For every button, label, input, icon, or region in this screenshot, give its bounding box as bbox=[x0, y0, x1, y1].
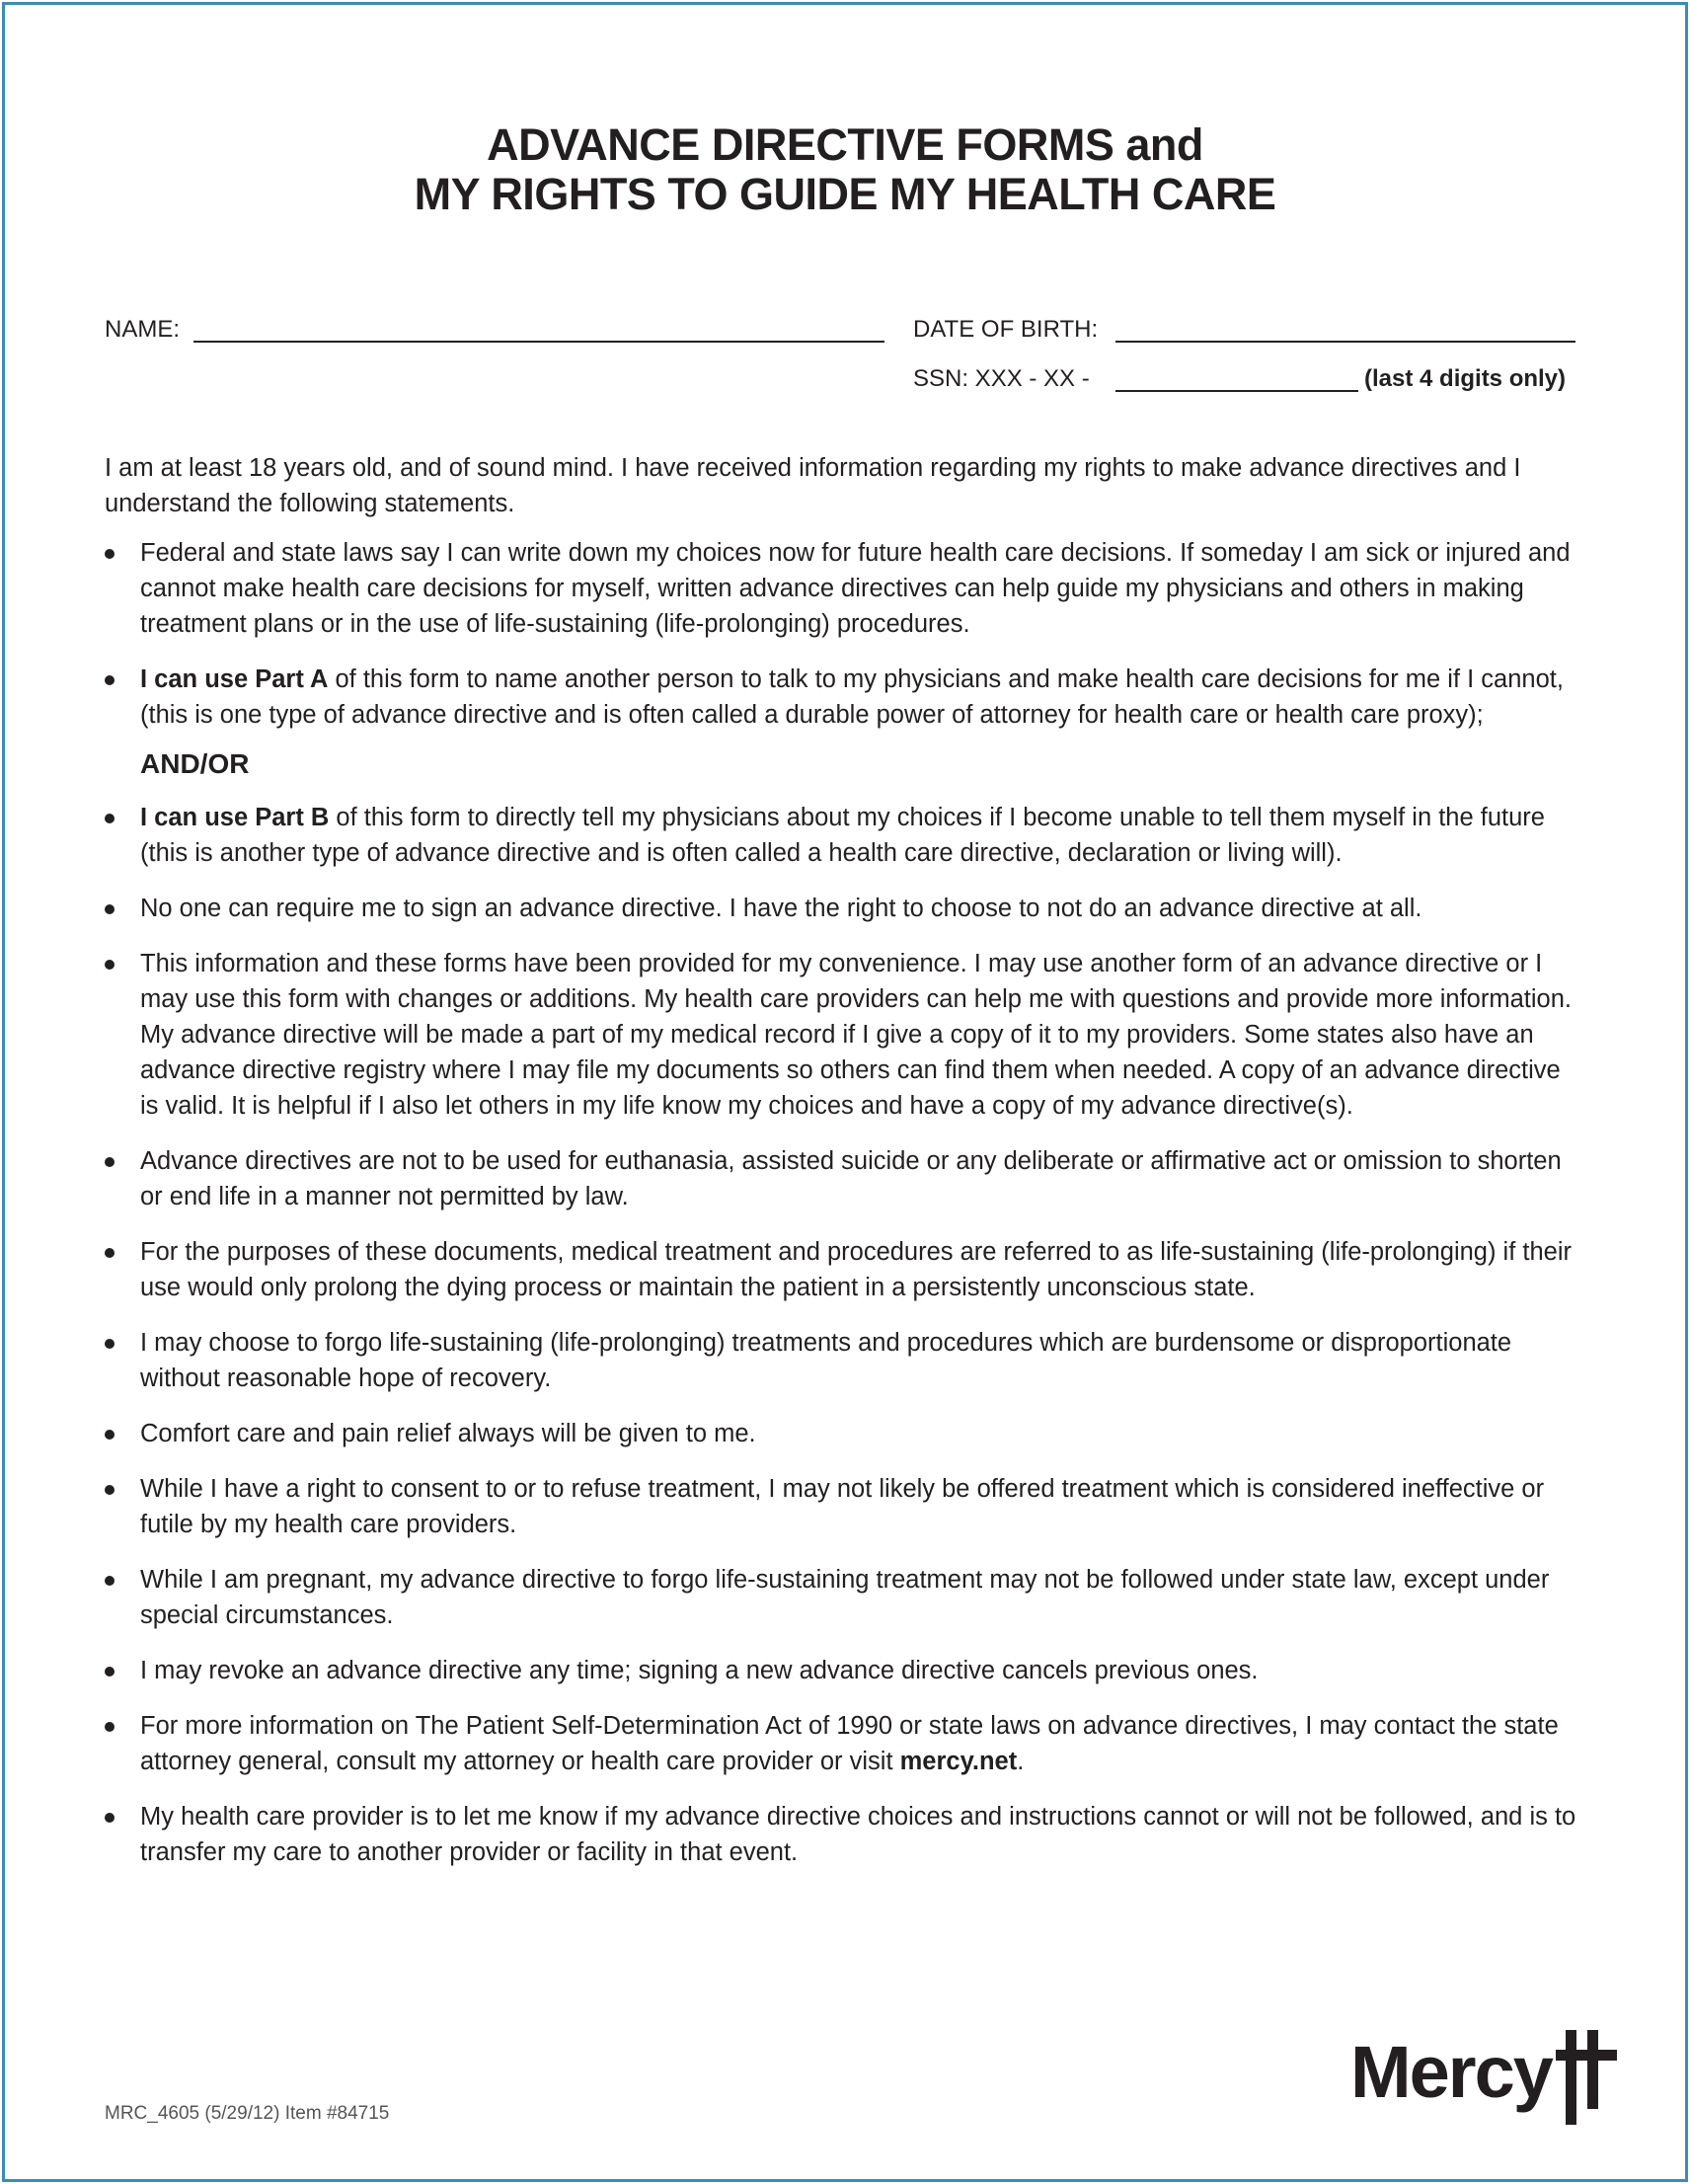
bullet-icon bbox=[105, 1248, 115, 1258]
ssn-label: SSN: XXX - XX - bbox=[913, 365, 1090, 392]
ssn-note: (last 4 digits only) bbox=[1364, 365, 1567, 392]
bullet-icon bbox=[105, 675, 115, 685]
dob-field[interactable] bbox=[1115, 341, 1575, 343]
dob-label: DATE OF BIRTH: bbox=[913, 316, 1099, 343]
list-item bbox=[105, 1708, 1585, 1779]
list-item-text: Federal and state laws say I can write down my choices now for future health care decisions. If someday I am sick or injured and cannot make health care decisions for myself, written advance directives can help guide my physicians and others in making treatment plans or in the use of life-sustaining (life-prolonging) procedures. bbox=[140, 539, 1571, 638]
list-item-text: I may choose to forgo life-sustaining (life-prolonging) treatments and procedures which are burdensome or disproportionate without reasonable hope of recovery. bbox=[140, 1329, 1512, 1392]
list-item bbox=[105, 946, 1585, 1124]
list-item-text: of this form to name another person to talk to my physicians and make health care decisions for me if I cannot, (this is one type of advance directive and is often called a durable power of attorney for health care or health care proxy); bbox=[140, 665, 1564, 729]
bullet-icon bbox=[105, 960, 115, 970]
bullet-icon bbox=[105, 1485, 115, 1495]
intro-paragraph: I am at least 18 years old, and of sound mind. I have received information regarding my rights to make advance directives and I understand the following statements. bbox=[105, 454, 1521, 517]
document-body bbox=[105, 450, 1585, 1890]
bullet-icon bbox=[105, 1430, 115, 1440]
list-item bbox=[105, 800, 1585, 871]
mercy-link[interactable]: mercy.net bbox=[899, 1748, 1018, 1775]
bullet-icon bbox=[105, 549, 115, 559]
list-item bbox=[105, 535, 1585, 642]
bullet-icon bbox=[105, 1813, 115, 1823]
document-title bbox=[0, 120, 1690, 219]
and-or-heading: AND/OR bbox=[140, 748, 250, 779]
list-item-text: For the purposes of these documents, medical treatment and procedures are referred to as life-sustaining (life-prolonging) if their use would only prolong the dying process or maintain the patient in a persistently unconscious state. bbox=[140, 1238, 1572, 1301]
list-item bbox=[105, 1799, 1585, 1870]
name-label: NAME: bbox=[105, 316, 181, 343]
list-item-text: No one can require me to sign an advance directive. I have the right to choose to not do an advance directive at all. bbox=[140, 895, 1422, 922]
title-line-1: ADVANCE DIRECTIVE FORMS and bbox=[487, 119, 1203, 170]
name-field[interactable] bbox=[193, 341, 884, 343]
list-item-text: Comfort care and pain relief always will be given to me. bbox=[140, 1420, 756, 1447]
bullet-icon bbox=[105, 904, 115, 914]
list-item-text-end: . bbox=[1017, 1748, 1025, 1775]
list-item bbox=[105, 662, 1585, 733]
bullet-icon bbox=[105, 1157, 115, 1167]
list-item bbox=[105, 1471, 1585, 1542]
list-item-bold: I can use Part B bbox=[140, 804, 330, 831]
list-item-text: Advance directives are not to be used for euthanasia, assisted suicide or any deliberate or affirmative act or omission to shorten or end life in a manner not permitted by law. bbox=[140, 1147, 1562, 1210]
logo-wordmark: Mercy bbox=[1350, 2031, 1552, 2113]
list-item bbox=[105, 1234, 1585, 1305]
bullet-icon bbox=[105, 1576, 115, 1586]
title-line-2: MY RIGHTS TO GUIDE MY HEALTH CARE bbox=[414, 169, 1276, 219]
list-item bbox=[105, 1416, 1585, 1451]
list-item bbox=[105, 1325, 1585, 1396]
list-item bbox=[105, 891, 1585, 926]
list-item-text: My health care provider is to let me know if my advance directive choices and instructions cannot or will not be followed, and is to transfer my care to another provider or facility in that event. bbox=[140, 1803, 1576, 1866]
list-item bbox=[105, 1653, 1585, 1688]
cross-icon bbox=[1556, 2030, 1617, 2125]
ssn-field[interactable] bbox=[1115, 390, 1358, 392]
list-item bbox=[105, 1562, 1585, 1633]
rights-list bbox=[105, 535, 1585, 733]
bullet-icon bbox=[105, 1667, 115, 1677]
form-code: MRC_4605 (5/29/12) Item #84715 bbox=[105, 2103, 390, 2124]
list-item-text: While I have a right to consent to or to refuse treatment, I may not likely be offered treatment which is considered ineffective or futile by my health care providers. bbox=[140, 1475, 1545, 1538]
mercy-logo bbox=[1350, 2022, 1617, 2133]
rights-list-continued bbox=[105, 800, 1585, 1870]
list-item-bold: I can use Part A bbox=[140, 665, 329, 693]
list-item-text: This information and these forms have been provided for my convenience. I may use another form of an advance directive or I may use this form with changes or additions. My health care providers can help me with questions and provide more information. My advance directive will be made a part of my medical record if I give a copy of it to my providers. Some states also have an advance directive registry where I may file my documents so others can find them when needed. A copy of an advance directive is valid. It is helpful if I also let others in my life know my choices and have a copy of my advance directive(s). bbox=[140, 950, 1572, 1120]
bullet-icon bbox=[105, 814, 115, 823]
list-item-text: of this form to directly tell my physicians about my choices if I become unable to tell them myself in the future (this is another type of advance directive and is often called a health care directive, declaration or living will). bbox=[140, 804, 1545, 867]
list-item-text: While I am pregnant, my advance directive to forgo life-sustaining treatment may not be followed under state law, except under special circumstances. bbox=[140, 1566, 1550, 1629]
list-item bbox=[105, 1143, 1585, 1214]
list-item-text: I may revoke an advance directive any time; signing a new advance directive cancels previous ones. bbox=[140, 1657, 1259, 1684]
list-item-text: For more information on The Patient Self-Determination Act of 1990 or state laws on advance directives, I may contact the state attorney general, consult my attorney or health care provider or visit bbox=[140, 1712, 1559, 1775]
bullet-icon bbox=[105, 1722, 115, 1732]
bullet-icon bbox=[105, 1339, 115, 1349]
